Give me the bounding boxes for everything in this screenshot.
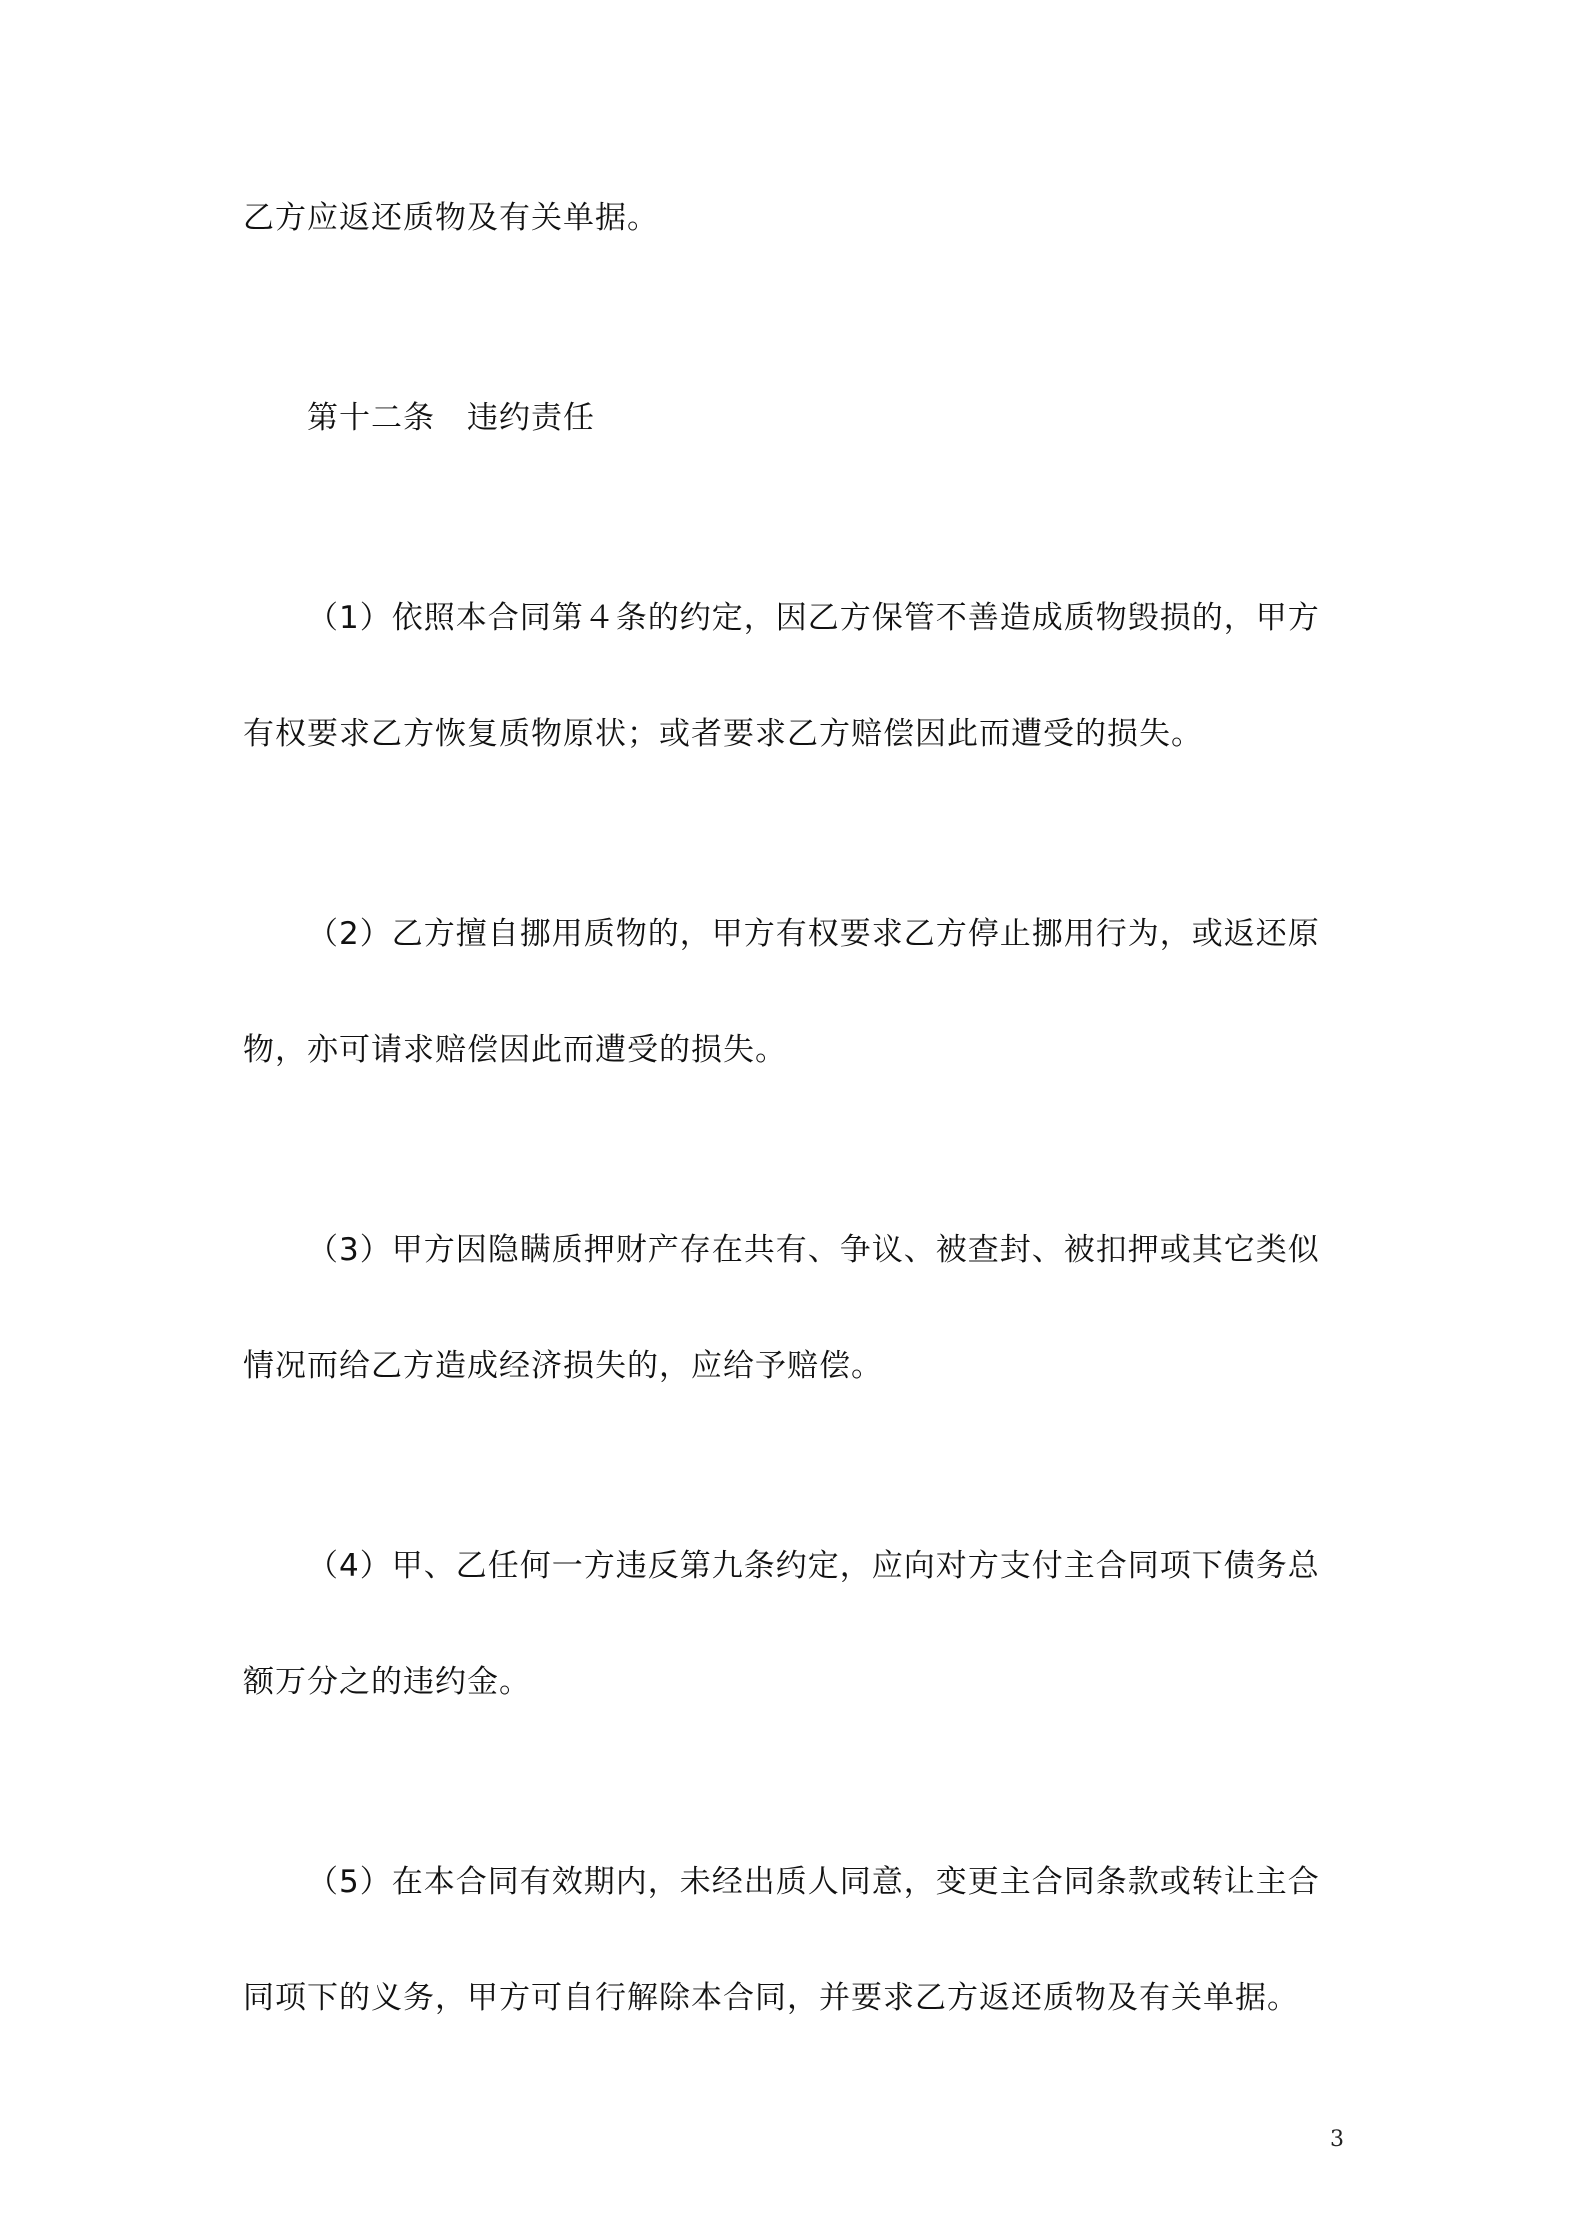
text-line: （2）乙方擅自挪用质物的，甲方有权要求乙方停止挪用行为，或返还原 <box>307 916 1320 952</box>
text-line: 乙方应返还质物及有关单据。 <box>243 200 659 236</box>
text-line: 额万分之的违约金。 <box>243 1664 531 1700</box>
text-line: 物，亦可请求赔偿因此而遭受的损失。 <box>243 1032 787 1068</box>
text-line: （1）依照本合同第４条的约定，因乙方保管不善造成质物毁损的，甲方 <box>307 600 1320 636</box>
page-number: 3 <box>1330 2127 1344 2152</box>
text-line: 同项下的义务，甲方可自行解除本合同，并要求乙方返还质物及有关单据。 <box>243 1980 1299 2016</box>
section-heading: 第十二条 违约责任 <box>307 400 595 436</box>
text-line: （4）甲、乙任何一方违反第九条约定，应向对方支付主合同项下债务总 <box>307 1548 1320 1584</box>
text-line: 有权要求乙方恢复质物原状；或者要求乙方赔偿因此而遭受的损失。 <box>243 716 1203 752</box>
text-line: 情况而给乙方造成经济损失的，应给予赔偿。 <box>243 1348 883 1384</box>
text-line: （3）甲方因隐瞒质押财产存在共有、争议、被查封、被扣押或其它类似 <box>307 1232 1320 1268</box>
text-line: （5）在本合同有效期内，未经出质人同意，变更主合同条款或转让主合 <box>307 1864 1320 1900</box>
